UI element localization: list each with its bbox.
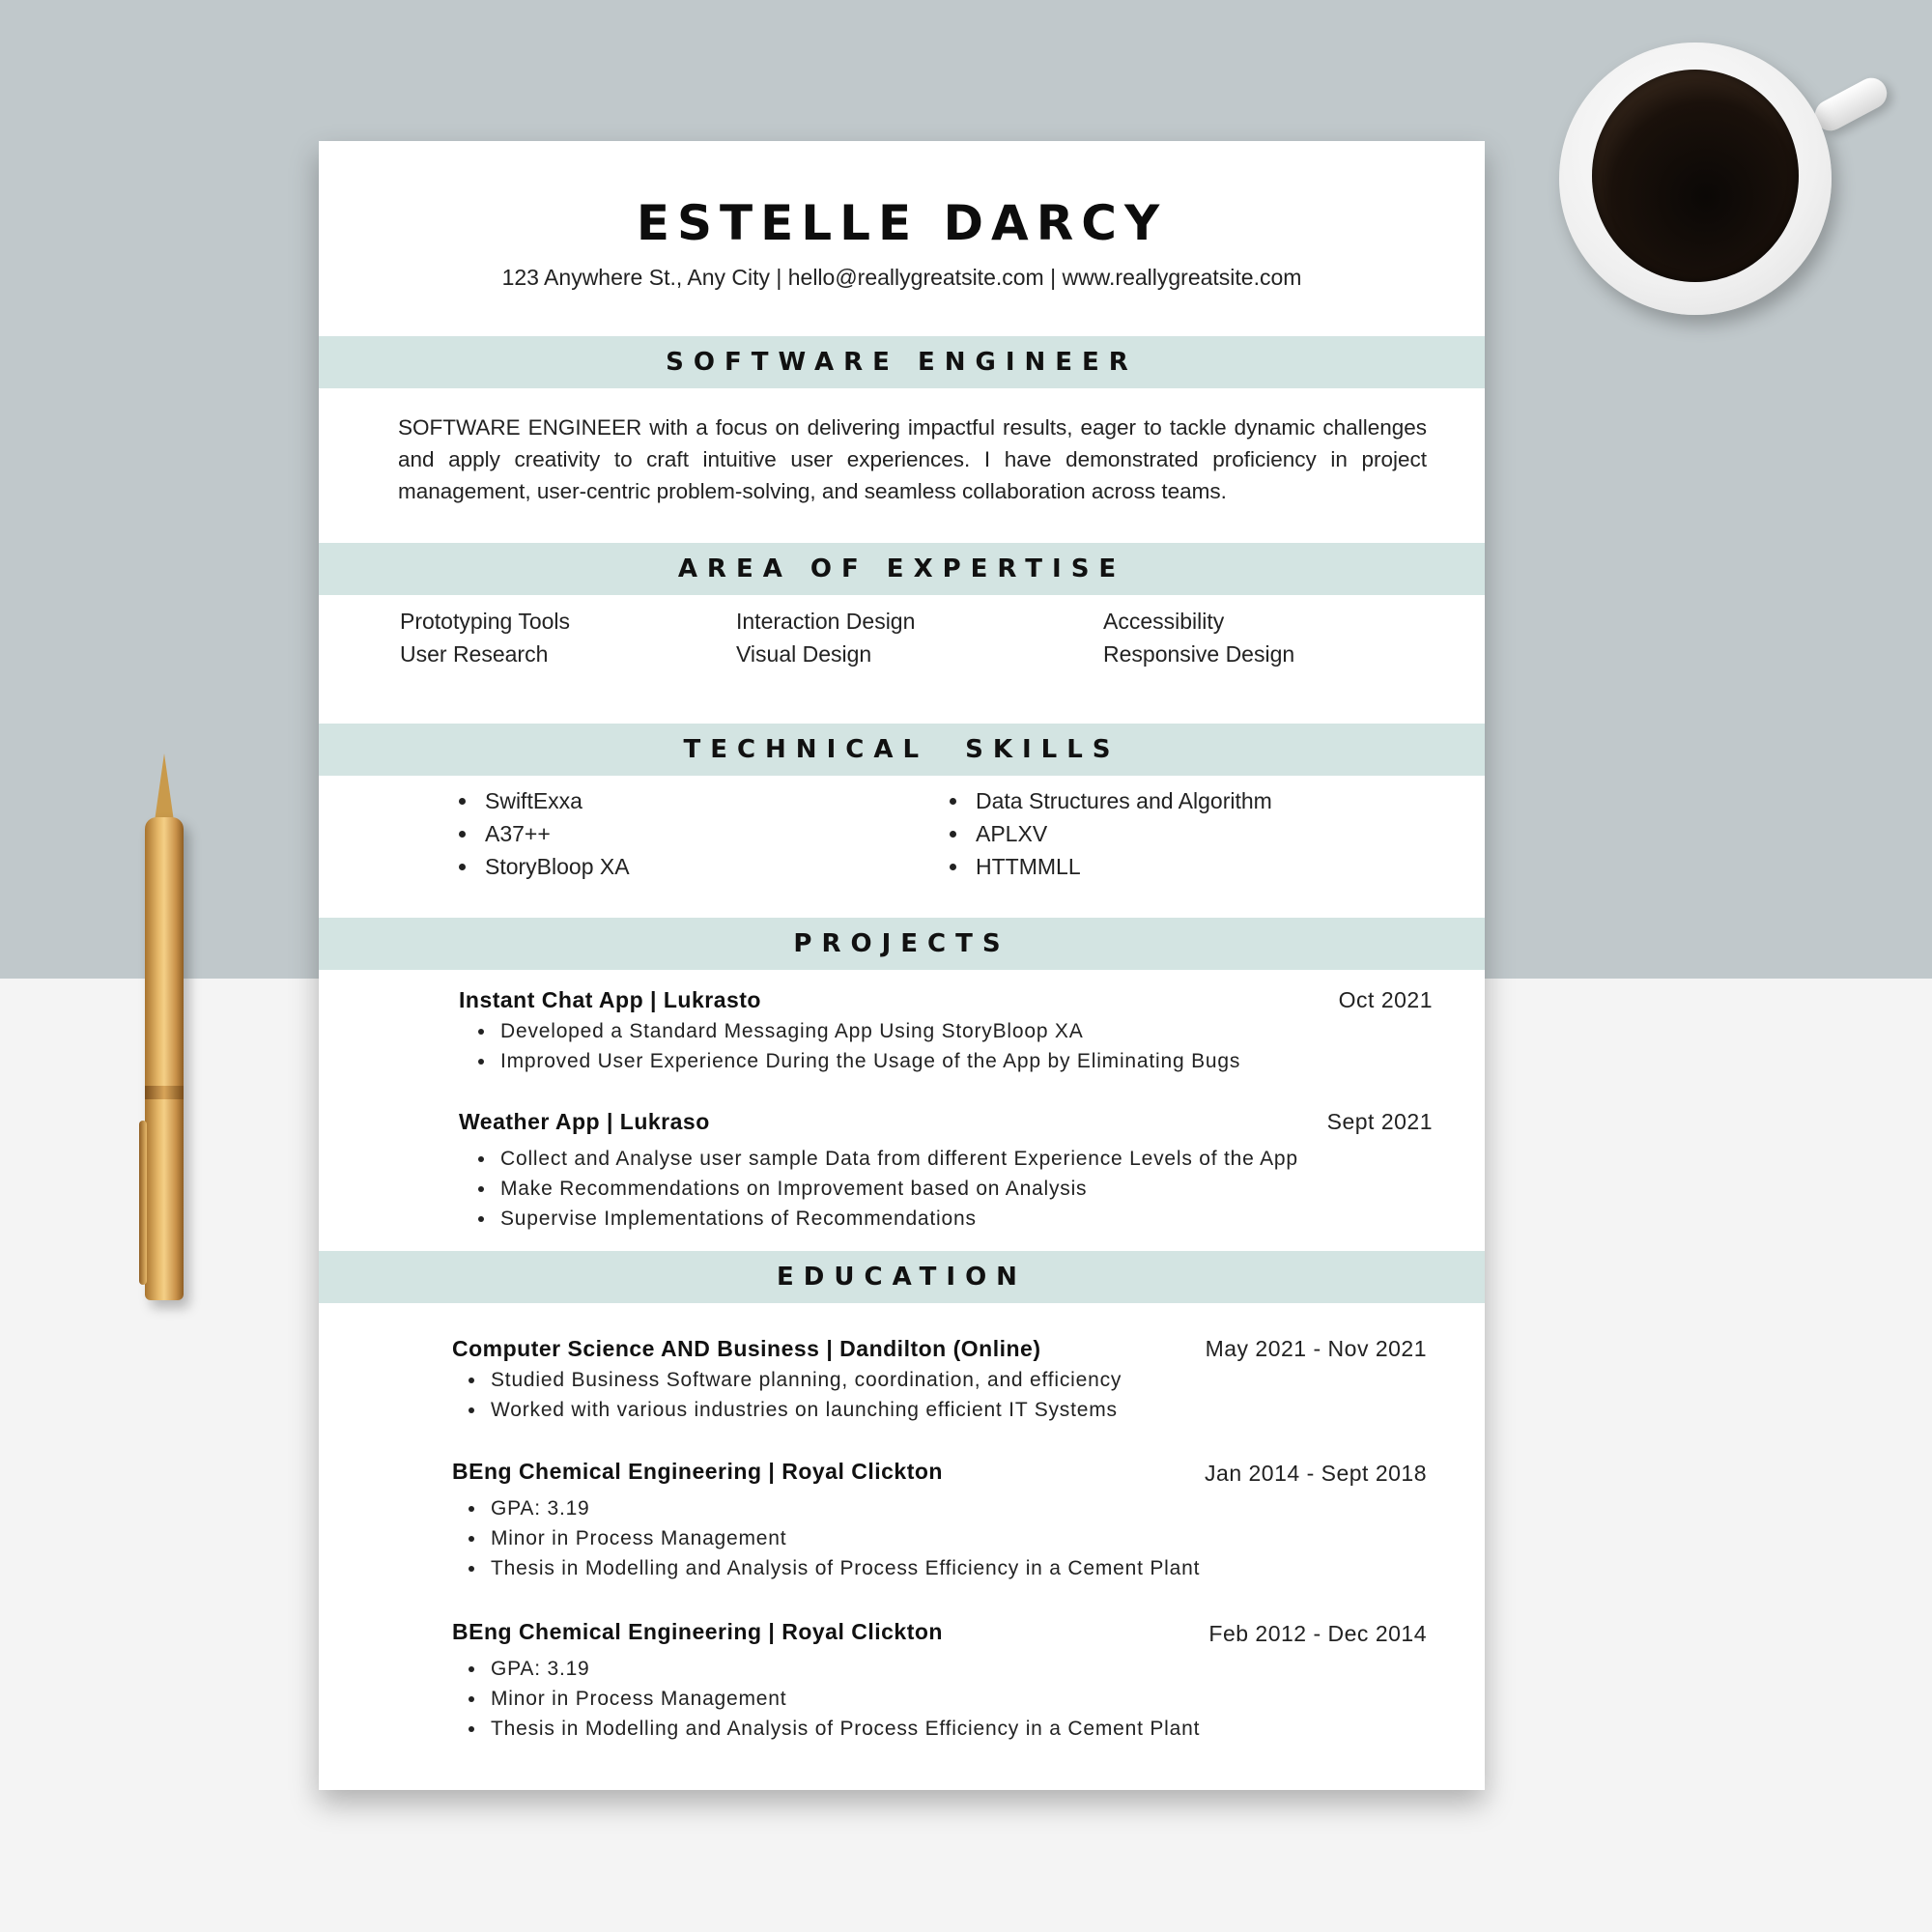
skill-item: • HTTMMLL (970, 850, 1272, 883)
pen-body (145, 817, 184, 1300)
skill-item: • A37++ (479, 817, 630, 850)
pen-clip (139, 1121, 147, 1285)
expertise-column (1103, 605, 1294, 670)
education-title: BEng Chemical Engineering | Royal Clickton (452, 1459, 943, 1484)
project-title: Weather App | Lukraso (459, 1109, 710, 1134)
bullet-item: • Minor in Process Management (487, 1684, 1200, 1714)
skills-band (319, 724, 1485, 776)
summary-paragraph: SOFTWARE ENGINEER with a focus on delivering impactful results, eager to tackle dynamic challenges and apply creativity to craft intuitive user experiences. I have demonstrated proficiency in project management, user-centric problem-solving, and seamless collaboration across teams. (398, 415, 1427, 503)
bullet-item: • Worked with various industries on launching efficient IT Systems (487, 1395, 1122, 1425)
bullet-item: • Studied Business Software planning, coordination, and efficiency (487, 1365, 1122, 1395)
education-bullets (460, 1654, 1200, 1744)
expertise-item: Responsive Design (1103, 641, 1295, 667)
job-title: SOFTWARE ENGINEER (666, 348, 1138, 377)
expertise-heading: AREA OF EXPERTISE (677, 554, 1126, 583)
education-bullets (460, 1493, 1200, 1583)
contact-line: 123 Anywhere St., Any City | hello@reallygreatsite.com | www.reallygreatsite.com (501, 265, 1302, 290)
bullet-item: • Collect and Analyse user sample Data from different Experience Levels of the App (497, 1144, 1298, 1174)
skills-list (448, 784, 630, 883)
skill-item: • APLXV (970, 817, 1272, 850)
pen-tip (155, 753, 174, 821)
project-title: Instant Chat App | Lukrasto (459, 987, 761, 1012)
expertise-column (400, 605, 570, 670)
bullet-item: • Thesis in Modelling and Analysis of Process Efficiency in a Cement Plant (487, 1553, 1200, 1583)
education-date: May 2021 - Nov 2021 (1205, 1336, 1427, 1361)
education-heading: EDUCATION (777, 1263, 1027, 1292)
coffee (1592, 70, 1799, 282)
bullet-item: • Minor in Process Management (487, 1523, 1200, 1553)
bullet-item: • Thesis in Modelling and Analysis of Process Efficiency in a Cement Plant (487, 1714, 1200, 1744)
pen-ring (145, 1086, 184, 1099)
bullet-item: • Make Recommendations on Improvement based on Analysis (497, 1174, 1298, 1204)
projects-band (319, 918, 1485, 970)
project-bullets (469, 1016, 1240, 1076)
expertise-item: Interaction Design (736, 609, 916, 634)
expertise-item: User Research (400, 641, 549, 667)
expertise-band (319, 543, 1485, 595)
education-title: BEng Chemical Engineering | Royal Clickton (452, 1619, 943, 1644)
skill-item: • Data Structures and Algorithm (970, 784, 1272, 817)
projects-heading: PROJECTS (793, 929, 1010, 958)
bullet-item: • GPA: 3.19 (487, 1654, 1200, 1684)
skills-list (939, 784, 1272, 883)
education-date: Feb 2012 - Dec 2014 (1208, 1621, 1427, 1646)
expertise-item: Accessibility (1103, 609, 1225, 634)
skills-heading: TECHNICAL SKILLS (683, 735, 1121, 764)
project-date: Sept 2021 (1326, 1109, 1433, 1134)
education-bullets (460, 1365, 1122, 1425)
skill-item: • SwiftExxa (479, 784, 630, 817)
expertise-item: Visual Design (736, 641, 872, 667)
education-date: Jan 2014 - Sept 2018 (1205, 1461, 1427, 1486)
skill-item: • StoryBloop XA (479, 850, 630, 883)
expertise-item: Prototyping Tools (400, 609, 571, 634)
project-bullets (469, 1144, 1298, 1234)
education-title: Computer Science AND Business | Dandilton (Online) (452, 1336, 1041, 1361)
bullet-item: • GPA: 3.19 (487, 1493, 1200, 1523)
resume-sheet (319, 141, 1485, 1790)
bullet-item: • Improved User Experience During the Usage of the App by Eliminating Bugs (497, 1046, 1240, 1076)
resume-name: ESTELLE DARCY (636, 195, 1168, 251)
bullet-item: • Developed a Standard Messaging App Using StoryBloop XA (497, 1016, 1240, 1046)
coffee-cup-image (1559, 43, 1832, 315)
title-band (319, 336, 1485, 388)
education-band (319, 1251, 1485, 1303)
bullet-item: • Supervise Implementations of Recommendations (497, 1204, 1298, 1234)
gold-pen-image (137, 753, 191, 1314)
expertise-column (736, 605, 915, 670)
project-date: Oct 2021 (1338, 987, 1433, 1012)
